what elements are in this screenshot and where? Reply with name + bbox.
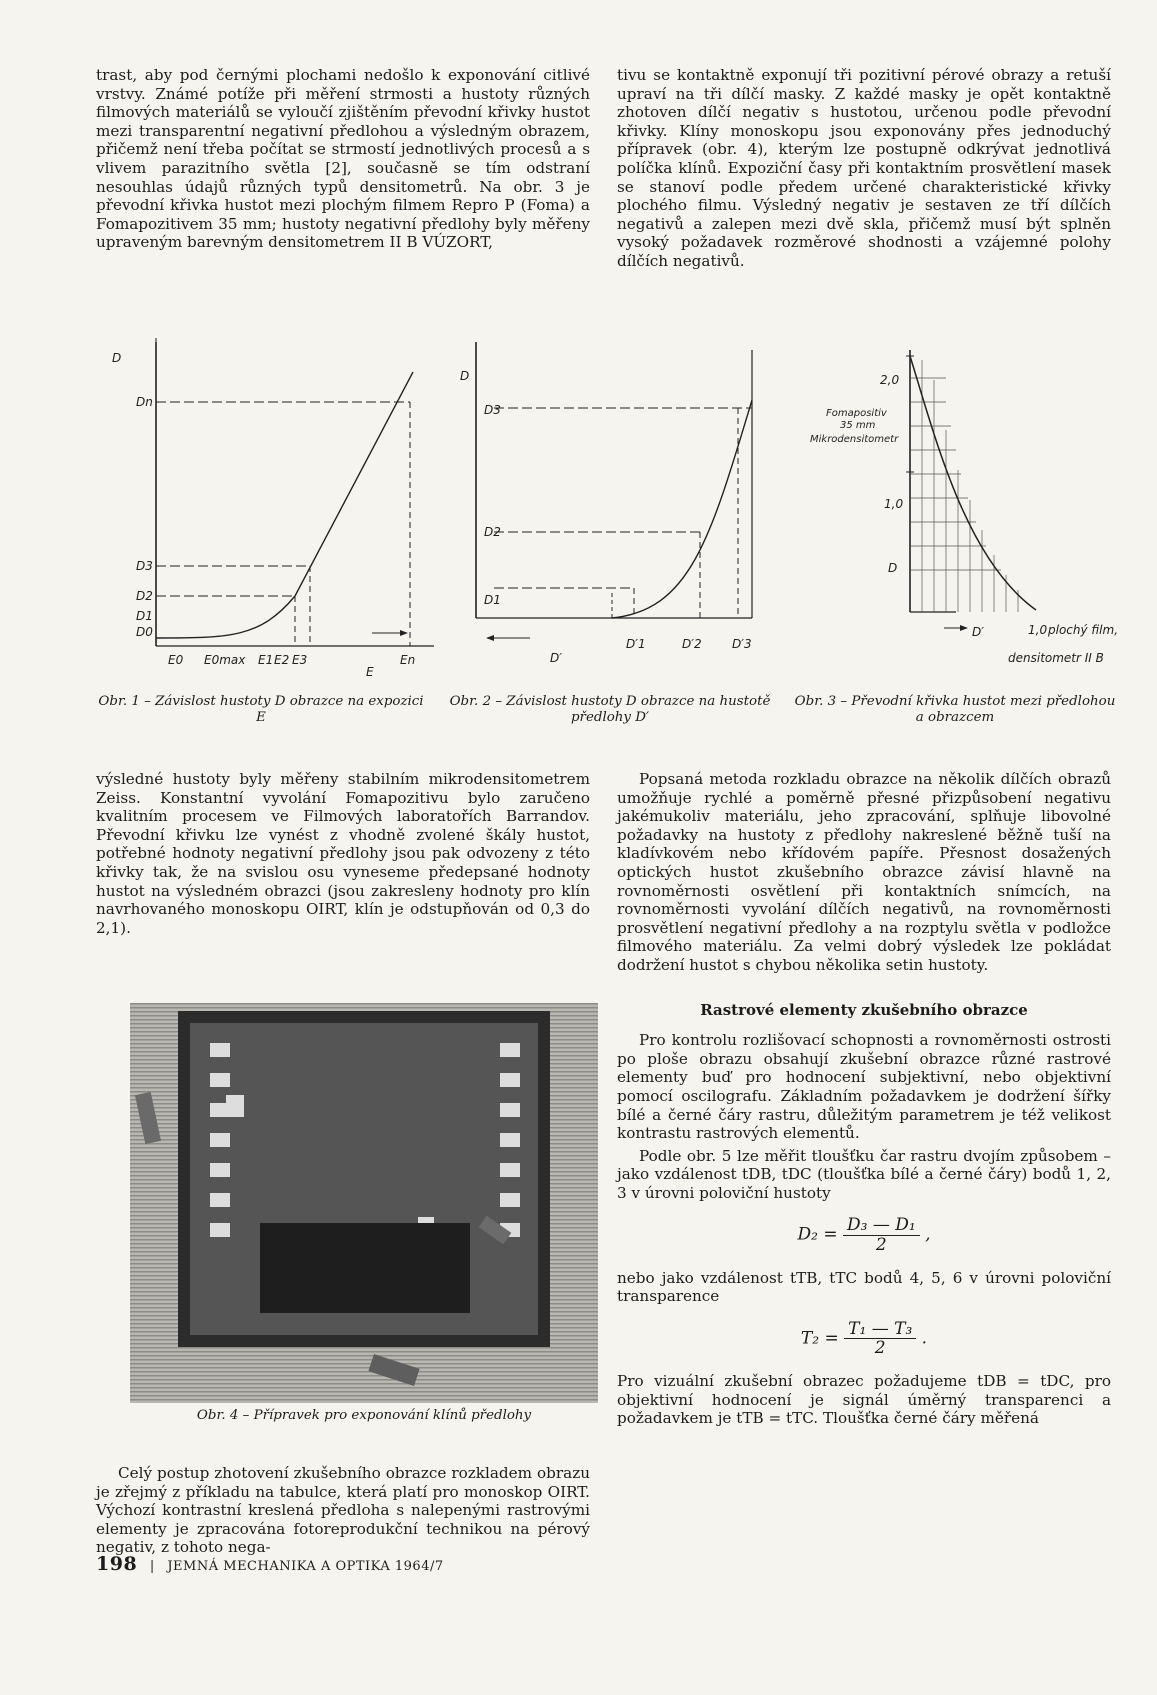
paragraph: trast, aby pod černými plochami nedošlo k exponování citlivé vrstvy. Známé potíže při měření strmosti a hustoty různých filmových materiálů se vyloučí zjištěním převodní křivky hustot mezi transparentní negativní předlohou a výsledným obrazem, přičemž není třeba počítat se strmostí jednotlivých procesů a s vlivem parazitního světla [2], současně se tím odstraní nesouhlas údajů různých typů densitometrů. Na obr. 3 je převodní křivka hustot mezi plochým filmem Repro P (Foma) a Fomapozitivem 35 mm; hustoty negativní předlohy byly měřeny upraveným barevným densitometrem II B VÚZORT, [96, 66, 590, 252]
paragraph: Celý postup zhotovení zkušebního obrazce rozkladem obrazu je zřejmý z příkladu na tabulce, která platí pro monoskop OIRT. Výchozí kontrastní kreslená předloha s nalepenými rastrovými elementy je zpracována fotoreprodukční technikou na pérový negativ, z tohoto nega- [96, 1464, 590, 1557]
figure-2-caption: Obr. 2 – Závislost hustoty D obrazce na hustotě předlohy D′ [449, 694, 771, 725]
paragraph: výsledné hustoty byly měřeny stabilním mikrodensitometrem Zeiss. Konstantní vyvolání Fomapozitivu bylo zaručeno kvalitním procesem ve Filmových laboratořích Barrandov. Převodní křivku lze vynést z vhodně zvolené škály hustot, potřebné hodnoty negativní předlohy jsou pak odvozeny z této křivky tak, že na svislou osu vyneseme předepsané hodnoty hustot na výsledném obrazci (jsou zakresleny hodnoty pro klín navrhovaného monoskopu OIRT, klín je odstupňován od 0,3 do 2,1). [96, 770, 590, 937]
paragraph: tivu se kontaktně exponují tři pozitivní pérové obrazy a retuší upraví na tři dílčí masky. Z každé masky je opět kontaktně zhotoven dílčí negativ s hustotou, určenou podle převodní křivky. Klíny monoskopu jsou exponovány přes jednoduchý přípravek (obr. 4), kterým lze postupně odkrývat jednotlivá políčka klínů. Expoziční časy při kontaktním prosvětlení masek se stanoví podle předem určené charakteristické křivky plochého filmu. Výsledný negativ je sestaven ze tří dílčích negativů a zalepen mezi dvě skla, přičemž musí být splněn vysoký požadavek rozměrové shodnosti a vzájemné polohy dílčích negativů. [617, 66, 1111, 270]
page-number: 198 [96, 1553, 138, 1575]
label-d3: D3 [484, 403, 501, 417]
right-column-top [617, 66, 1111, 271]
axis-label-d: D [460, 369, 470, 383]
equation-lhs: D₂ = [797, 1225, 838, 1246]
label-d1: D1 [136, 609, 153, 623]
left-column-middle [96, 770, 590, 937]
label-d2p: D′2 [682, 637, 702, 651]
label-35mm: 35 mm [840, 420, 876, 431]
label-d0: D0 [136, 625, 153, 639]
label-e2: E2 [274, 653, 290, 667]
paragraph: Podle obr. 5 lze měřit tloušťku čar rastru dvojím způsobem – jako vzdálenost tDB, tDC (tloušťka bílé a černé čáry) bodů 1, 2, 3 v úrovni poloviční hustoty [617, 1146, 1111, 1202]
equation-numerator: D₃ — D₁ [843, 1216, 920, 1236]
figure-1 [110, 338, 440, 678]
label-d2: D2 [136, 589, 153, 603]
label-dn: Dn [136, 395, 153, 409]
equation-t2 [617, 1320, 1111, 1358]
equation-denominator: 2 [874, 1338, 886, 1359]
axis-label-d: D [112, 351, 122, 365]
axis-label-e: E [366, 665, 374, 678]
left-column-bottom [96, 1464, 590, 1557]
axis-label-dp: D′ [550, 651, 562, 665]
figure-3 [796, 340, 1126, 680]
label-d1: D1 [484, 593, 501, 607]
equation-punct: , [925, 1225, 931, 1246]
axis-label-dp: D′ [972, 625, 984, 639]
paragraph: Pro kontrolu rozlišovací schopnosti a rovnoměrnosti ostrosti po ploše obrazu obsahují zkušební obrazce různé rastrové elementy buď pro hodnocení subjektivní, nebo objektivní pomocí oscilografu. Základním požadavkem je dodržení šířky bílé a černé čáry rastru, důležitým parametrem je též velikost kontrastu rastrových elementů. [617, 1031, 1111, 1143]
label-e0: E0 [168, 653, 184, 667]
label-mikrodensitometr: Mikrodensitometr [810, 434, 899, 445]
x-tick-1: 1,0 [1028, 623, 1048, 637]
page-footer: 198 | JEMNÁ MECHANIKA A OPTIKA 1964/7 [96, 1553, 444, 1575]
figure-4-caption: Obr. 4 – Přípravek pro exponování klínů předlohy [196, 1408, 532, 1423]
right-column-middle [617, 770, 1111, 1428]
label-plochy-film: plochý film, [1048, 623, 1119, 637]
label-e0max: E0max [204, 653, 246, 667]
equation-numerator: T₁ — T₃ [844, 1320, 916, 1340]
figure-2 [460, 340, 780, 680]
y-tick-1: 1,0 [884, 497, 904, 511]
paragraph: Popsaná metoda rozkladu obrazce na několik dílčích obrazů umožňuje rychlé a poměrně přesné přizpůsobení negativu jakémukoliv materiálu, jeho zpracování, splňuje libovolné požadavky na hustoty z předlohy nakreslené běžně tuší na kladívkovém nebo křídovém papíře. Přesnost dosažených optických hustot zkušebního obrazce závisí hlavně na rovnoměrnosti osvětlení při kontaktních snímcích, na rovnoměrnosti vyvolání dílčích negativů, na rovnoměrnosti prosvětlení negativní předlohy a na rozptylu světla v podložce filmového materiálu. Za velmi dobrý výsledek lze pokládat dodržení hustot s chybou několika setin hustoty. [617, 770, 1111, 974]
label-d3p: D′3 [732, 637, 752, 651]
paragraph: nebo jako vzdálenost tTB, tTC bodů 4, 5, 6 v úrovni poloviční transparence [617, 1268, 1111, 1306]
label-densitometr: densitometr II B [1008, 651, 1104, 665]
left-column-top [96, 66, 590, 252]
label-fomapositiv: Fomapositiv [826, 408, 887, 419]
journal-name: JEMNÁ MECHANIKA A OPTIKA 1964/7 [167, 1559, 444, 1574]
section-heading: Rastrové elementy zkušebního obrazce [700, 1000, 1028, 1019]
y-tick-2: 2,0 [880, 373, 900, 387]
label-e3: E3 [292, 653, 308, 667]
label-d3: D3 [136, 559, 153, 573]
axis-label-d: D [888, 561, 898, 575]
equation-denominator: 2 [875, 1235, 887, 1256]
label-en: En [400, 653, 416, 667]
paragraph: Pro vizuální zkušební obrazec požadujeme tDB = tDC, pro objektivní hodnocení je signál úměrný transparenci a požadavkem je tTB = tTC. Tloušťka černé čáry měřená [617, 1372, 1111, 1428]
equation-d2 [617, 1216, 1111, 1254]
label-d1p: D′1 [626, 637, 646, 651]
figure-4-photo [130, 1003, 598, 1403]
figure-1-caption: Obr. 1 – Závislost hustoty D obrazce na expozici E [98, 694, 424, 725]
equation-lhs: T₂ = [800, 1328, 839, 1349]
label-d2: D2 [484, 525, 501, 539]
equation-punct: . [921, 1328, 928, 1349]
label-e1: E1 [258, 653, 274, 667]
figure-3-caption: Obr. 3 – Převodní křivka hustot mezi předlohou a obrazcem [794, 694, 1116, 725]
